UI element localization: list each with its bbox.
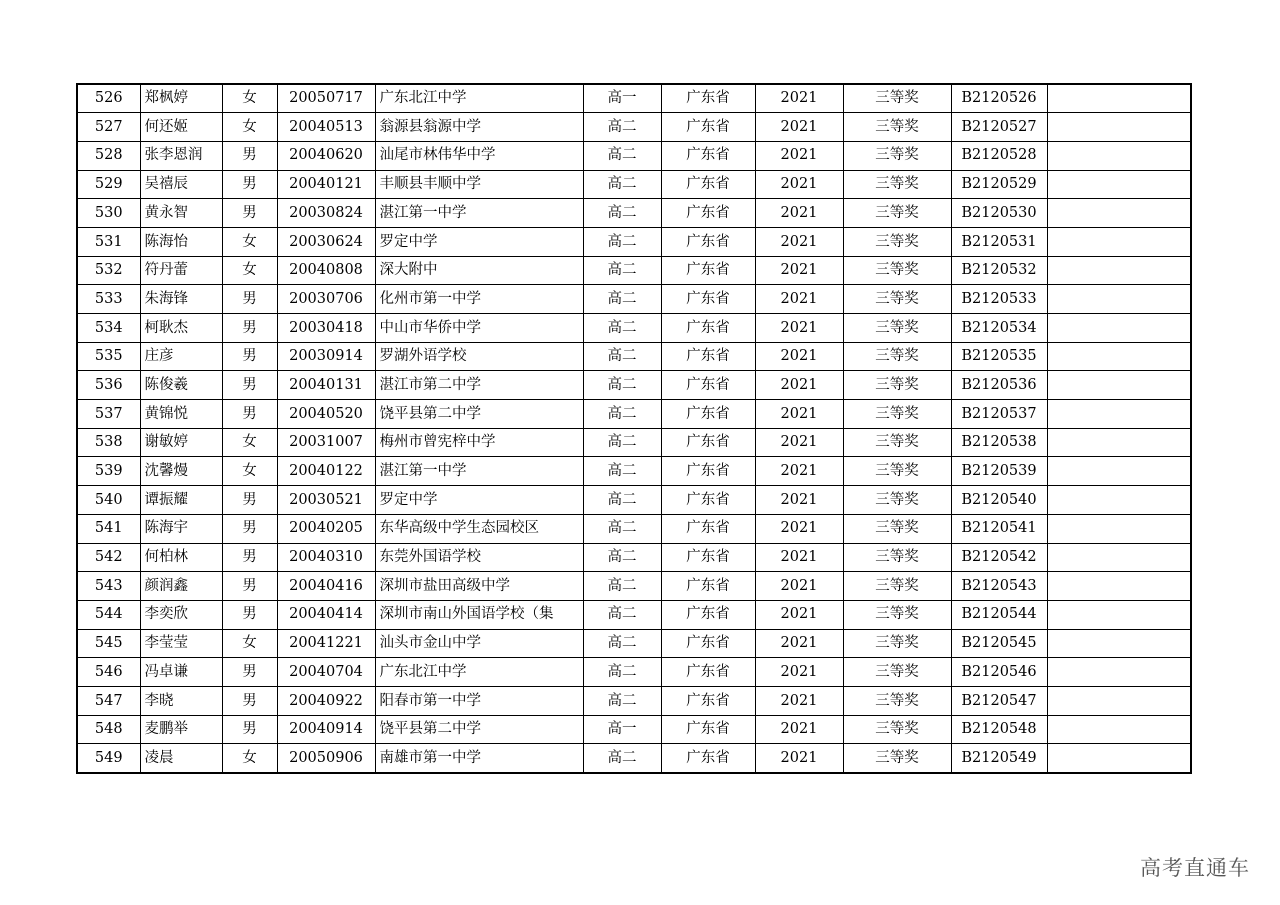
cell-certificate-code: B2120534 [951, 314, 1047, 343]
cell-number: 546 [77, 658, 140, 687]
cell-grade: 高二 [583, 428, 661, 457]
cell-school: 南雄市第一中学 [375, 744, 583, 773]
cell-gender: 男 [222, 371, 277, 400]
cell-school: 东华高级中学生态园校区 [375, 514, 583, 543]
cell-award: 三等奖 [843, 314, 951, 343]
cell-award: 三等奖 [843, 113, 951, 142]
table-row [77, 686, 1191, 715]
cell-remark [1047, 256, 1191, 285]
cell-grade: 高一 [583, 84, 661, 113]
cell-school: 湛江第一中学 [375, 199, 583, 228]
table-row [77, 629, 1191, 658]
cell-province: 广东省 [661, 715, 755, 744]
cell-school: 湛江市第二中学 [375, 371, 583, 400]
table-row [77, 342, 1191, 371]
cell-gender: 男 [222, 686, 277, 715]
table-row [77, 141, 1191, 170]
cell-name: 陈俊羲 [140, 371, 222, 400]
table-body [77, 84, 1191, 773]
cell-name: 谢敏婷 [140, 428, 222, 457]
cell-name: 何柏林 [140, 543, 222, 572]
table-row [77, 572, 1191, 601]
cell-certificate-code: B2120530 [951, 199, 1047, 228]
cell-number: 527 [77, 113, 140, 142]
cell-award: 三等奖 [843, 572, 951, 601]
cell-province: 广东省 [661, 84, 755, 113]
cell-birthdate: 20030824 [277, 199, 375, 228]
cell-name: 沈馨熳 [140, 457, 222, 486]
cell-birthdate: 20040513 [277, 113, 375, 142]
cell-gender: 男 [222, 141, 277, 170]
cell-year: 2021 [755, 314, 843, 343]
cell-grade: 高二 [583, 457, 661, 486]
cell-grade: 高二 [583, 658, 661, 687]
cell-province: 广东省 [661, 400, 755, 429]
table-row [77, 199, 1191, 228]
cell-remark [1047, 227, 1191, 256]
cell-school: 翁源县翁源中学 [375, 113, 583, 142]
cell-award: 三等奖 [843, 658, 951, 687]
cell-number: 540 [77, 486, 140, 515]
cell-number: 543 [77, 572, 140, 601]
cell-school: 化州市第一中学 [375, 285, 583, 314]
cell-province: 广东省 [661, 744, 755, 773]
cell-gender: 男 [222, 514, 277, 543]
table-row [77, 486, 1191, 515]
cell-school: 广东北江中学 [375, 84, 583, 113]
cell-grade: 高二 [583, 686, 661, 715]
cell-certificate-code: B2120545 [951, 629, 1047, 658]
table-row [77, 744, 1191, 773]
table-row [77, 285, 1191, 314]
cell-grade: 高二 [583, 113, 661, 142]
cell-grade: 高二 [583, 744, 661, 773]
cell-year: 2021 [755, 486, 843, 515]
cell-grade: 高二 [583, 543, 661, 572]
cell-school: 深圳市南山外国语学校（集 [375, 600, 583, 629]
table-row [77, 371, 1191, 400]
cell-certificate-code: B2120529 [951, 170, 1047, 199]
cell-name: 颜润鑫 [140, 572, 222, 601]
cell-remark [1047, 457, 1191, 486]
cell-birthdate: 20031007 [277, 428, 375, 457]
cell-number: 531 [77, 227, 140, 256]
cell-birthdate: 20050717 [277, 84, 375, 113]
cell-province: 广东省 [661, 629, 755, 658]
watermark-text: 高考直通车 [1140, 856, 1250, 880]
cell-number: 536 [77, 371, 140, 400]
cell-province: 广东省 [661, 486, 755, 515]
cell-birthdate: 20040122 [277, 457, 375, 486]
cell-grade: 高二 [583, 486, 661, 515]
cell-grade: 高二 [583, 314, 661, 343]
cell-grade: 高二 [583, 342, 661, 371]
cell-province: 广东省 [661, 170, 755, 199]
cell-name: 李晓 [140, 686, 222, 715]
cell-certificate-code: B2120537 [951, 400, 1047, 429]
cell-province: 广东省 [661, 314, 755, 343]
cell-remark [1047, 428, 1191, 457]
cell-province: 广东省 [661, 227, 755, 256]
cell-province: 广东省 [661, 572, 755, 601]
cell-year: 2021 [755, 227, 843, 256]
cell-number: 539 [77, 457, 140, 486]
cell-year: 2021 [755, 658, 843, 687]
cell-school: 饶平县第二中学 [375, 715, 583, 744]
cell-gender: 男 [222, 715, 277, 744]
cell-province: 广东省 [661, 256, 755, 285]
cell-grade: 高一 [583, 715, 661, 744]
cell-certificate-code: B2120532 [951, 256, 1047, 285]
cell-gender: 男 [222, 658, 277, 687]
cell-grade: 高二 [583, 227, 661, 256]
cell-grade: 高二 [583, 199, 661, 228]
cell-award: 三等奖 [843, 400, 951, 429]
cell-gender: 女 [222, 227, 277, 256]
cell-school: 东莞外国语学校 [375, 543, 583, 572]
cell-birthdate: 20030706 [277, 285, 375, 314]
cell-province: 广东省 [661, 371, 755, 400]
cell-name: 冯卓谦 [140, 658, 222, 687]
cell-province: 广东省 [661, 199, 755, 228]
cell-name: 吴禧辰 [140, 170, 222, 199]
cell-grade: 高二 [583, 371, 661, 400]
cell-year: 2021 [755, 84, 843, 113]
cell-certificate-code: B2120546 [951, 658, 1047, 687]
cell-province: 广东省 [661, 457, 755, 486]
cell-award: 三等奖 [843, 371, 951, 400]
cell-remark [1047, 514, 1191, 543]
cell-year: 2021 [755, 514, 843, 543]
cell-number: 534 [77, 314, 140, 343]
cell-year: 2021 [755, 400, 843, 429]
cell-school: 汕头市金山中学 [375, 629, 583, 658]
cell-gender: 男 [222, 400, 277, 429]
cell-gender: 男 [222, 543, 277, 572]
cell-province: 广东省 [661, 543, 755, 572]
cell-birthdate: 20040205 [277, 514, 375, 543]
cell-name: 凌晨 [140, 744, 222, 773]
cell-name: 陈海宇 [140, 514, 222, 543]
cell-remark [1047, 141, 1191, 170]
cell-award: 三等奖 [843, 457, 951, 486]
cell-year: 2021 [755, 428, 843, 457]
cell-remark [1047, 371, 1191, 400]
cell-birthdate: 20030914 [277, 342, 375, 371]
cell-certificate-code: B2120527 [951, 113, 1047, 142]
cell-remark [1047, 84, 1191, 113]
cell-grade: 高二 [583, 514, 661, 543]
cell-birthdate: 20040620 [277, 141, 375, 170]
cell-birthdate: 20040416 [277, 572, 375, 601]
cell-name: 朱海锋 [140, 285, 222, 314]
cell-certificate-code: B2120543 [951, 572, 1047, 601]
cell-number: 537 [77, 400, 140, 429]
cell-award: 三等奖 [843, 256, 951, 285]
cell-school: 广东北江中学 [375, 658, 583, 687]
cell-school: 中山市华侨中学 [375, 314, 583, 343]
cell-number: 549 [77, 744, 140, 773]
cell-gender: 男 [222, 199, 277, 228]
cell-remark [1047, 658, 1191, 687]
cell-certificate-code: B2120549 [951, 744, 1047, 773]
cell-year: 2021 [755, 285, 843, 314]
cell-remark [1047, 572, 1191, 601]
cell-grade: 高二 [583, 170, 661, 199]
cell-year: 2021 [755, 342, 843, 371]
cell-number: 545 [77, 629, 140, 658]
cell-school: 罗湖外语学校 [375, 342, 583, 371]
cell-year: 2021 [755, 543, 843, 572]
cell-name: 李奕欣 [140, 600, 222, 629]
cell-school: 深大附中 [375, 256, 583, 285]
awards-table [76, 83, 1192, 774]
cell-gender: 女 [222, 428, 277, 457]
cell-award: 三等奖 [843, 744, 951, 773]
cell-gender: 女 [222, 84, 277, 113]
cell-birthdate: 20040310 [277, 543, 375, 572]
cell-award: 三等奖 [843, 428, 951, 457]
cell-birthdate: 20040131 [277, 371, 375, 400]
cell-name: 张李恩润 [140, 141, 222, 170]
table-row [77, 457, 1191, 486]
table-row [77, 84, 1191, 113]
cell-school: 罗定中学 [375, 486, 583, 515]
table-row [77, 170, 1191, 199]
cell-award: 三等奖 [843, 514, 951, 543]
cell-gender: 男 [222, 285, 277, 314]
cell-remark [1047, 686, 1191, 715]
cell-number: 530 [77, 199, 140, 228]
cell-birthdate: 20030418 [277, 314, 375, 343]
cell-name: 何还姬 [140, 113, 222, 142]
cell-birthdate: 20040121 [277, 170, 375, 199]
cell-certificate-code: B2120548 [951, 715, 1047, 744]
cell-school: 深圳市盐田高级中学 [375, 572, 583, 601]
cell-province: 广东省 [661, 113, 755, 142]
cell-year: 2021 [755, 457, 843, 486]
cell-grade: 高二 [583, 141, 661, 170]
cell-gender: 男 [222, 600, 277, 629]
cell-award: 三等奖 [843, 141, 951, 170]
cell-certificate-code: B2120533 [951, 285, 1047, 314]
cell-award: 三等奖 [843, 686, 951, 715]
cell-birthdate: 20050906 [277, 744, 375, 773]
cell-certificate-code: B2120541 [951, 514, 1047, 543]
cell-award: 三等奖 [843, 285, 951, 314]
cell-year: 2021 [755, 686, 843, 715]
cell-year: 2021 [755, 744, 843, 773]
cell-birthdate: 20040704 [277, 658, 375, 687]
cell-number: 544 [77, 600, 140, 629]
cell-certificate-code: B2120547 [951, 686, 1047, 715]
cell-gender: 男 [222, 170, 277, 199]
cell-number: 526 [77, 84, 140, 113]
cell-number: 548 [77, 715, 140, 744]
cell-number: 532 [77, 256, 140, 285]
cell-year: 2021 [755, 572, 843, 601]
cell-gender: 女 [222, 256, 277, 285]
cell-year: 2021 [755, 600, 843, 629]
cell-certificate-code: B2120539 [951, 457, 1047, 486]
cell-province: 广东省 [661, 428, 755, 457]
cell-school: 丰顺县丰顺中学 [375, 170, 583, 199]
cell-year: 2021 [755, 715, 843, 744]
cell-remark [1047, 744, 1191, 773]
cell-province: 广东省 [661, 600, 755, 629]
cell-gender: 女 [222, 744, 277, 773]
cell-year: 2021 [755, 199, 843, 228]
cell-remark [1047, 199, 1191, 228]
cell-number: 535 [77, 342, 140, 371]
cell-certificate-code: B2120526 [951, 84, 1047, 113]
cell-birthdate: 20040914 [277, 715, 375, 744]
cell-grade: 高二 [583, 572, 661, 601]
cell-name: 麦鹏举 [140, 715, 222, 744]
cell-grade: 高二 [583, 400, 661, 429]
cell-grade: 高二 [583, 629, 661, 658]
table-row [77, 543, 1191, 572]
cell-name: 陈海怡 [140, 227, 222, 256]
cell-name: 符丹蕾 [140, 256, 222, 285]
cell-gender: 男 [222, 342, 277, 371]
cell-gender: 女 [222, 629, 277, 658]
cell-school: 汕尾市林伟华中学 [375, 141, 583, 170]
table-row [77, 715, 1191, 744]
cell-school: 梅州市曾宪梓中学 [375, 428, 583, 457]
cell-award: 三等奖 [843, 84, 951, 113]
cell-school: 罗定中学 [375, 227, 583, 256]
cell-birthdate: 20040808 [277, 256, 375, 285]
table-row [77, 256, 1191, 285]
cell-name: 郑枫婷 [140, 84, 222, 113]
cell-award: 三等奖 [843, 486, 951, 515]
cell-remark [1047, 600, 1191, 629]
cell-birthdate: 20041221 [277, 629, 375, 658]
cell-name: 黄永智 [140, 199, 222, 228]
cell-certificate-code: B2120531 [951, 227, 1047, 256]
cell-gender: 男 [222, 314, 277, 343]
cell-name: 黄锦悦 [140, 400, 222, 429]
cell-remark [1047, 486, 1191, 515]
cell-year: 2021 [755, 629, 843, 658]
cell-remark [1047, 400, 1191, 429]
cell-number: 528 [77, 141, 140, 170]
cell-province: 广东省 [661, 141, 755, 170]
cell-certificate-code: B2120538 [951, 428, 1047, 457]
table-row [77, 227, 1191, 256]
cell-gender: 男 [222, 486, 277, 515]
cell-birthdate: 20030624 [277, 227, 375, 256]
cell-gender: 男 [222, 572, 277, 601]
cell-name: 李莹莹 [140, 629, 222, 658]
table-row [77, 428, 1191, 457]
cell-year: 2021 [755, 141, 843, 170]
cell-province: 广东省 [661, 342, 755, 371]
cell-gender: 女 [222, 457, 277, 486]
cell-school: 阳春市第一中学 [375, 686, 583, 715]
cell-province: 广东省 [661, 285, 755, 314]
cell-grade: 高二 [583, 600, 661, 629]
table-row [77, 658, 1191, 687]
cell-remark [1047, 314, 1191, 343]
cell-number: 538 [77, 428, 140, 457]
cell-name: 柯耿杰 [140, 314, 222, 343]
cell-award: 三等奖 [843, 170, 951, 199]
cell-province: 广东省 [661, 658, 755, 687]
cell-province: 广东省 [661, 514, 755, 543]
cell-remark [1047, 342, 1191, 371]
cell-year: 2021 [755, 256, 843, 285]
cell-award: 三等奖 [843, 227, 951, 256]
cell-certificate-code: B2120544 [951, 600, 1047, 629]
cell-province: 广东省 [661, 686, 755, 715]
cell-school: 湛江第一中学 [375, 457, 583, 486]
cell-grade: 高二 [583, 256, 661, 285]
table-row [77, 314, 1191, 343]
cell-birthdate: 20030521 [277, 486, 375, 515]
cell-award: 三等奖 [843, 715, 951, 744]
cell-year: 2021 [755, 170, 843, 199]
table-row [77, 600, 1191, 629]
cell-certificate-code: B2120542 [951, 543, 1047, 572]
cell-gender: 女 [222, 113, 277, 142]
table-row [77, 113, 1191, 142]
cell-number: 541 [77, 514, 140, 543]
table-row [77, 514, 1191, 543]
cell-remark [1047, 285, 1191, 314]
cell-number: 529 [77, 170, 140, 199]
cell-birthdate: 20040520 [277, 400, 375, 429]
cell-certificate-code: B2120528 [951, 141, 1047, 170]
cell-birthdate: 20040922 [277, 686, 375, 715]
cell-award: 三等奖 [843, 629, 951, 658]
cell-number: 533 [77, 285, 140, 314]
cell-certificate-code: B2120540 [951, 486, 1047, 515]
cell-award: 三等奖 [843, 600, 951, 629]
cell-grade: 高二 [583, 285, 661, 314]
cell-name: 庄彦 [140, 342, 222, 371]
cell-year: 2021 [755, 371, 843, 400]
cell-award: 三等奖 [843, 342, 951, 371]
cell-remark [1047, 543, 1191, 572]
cell-remark [1047, 113, 1191, 142]
cell-certificate-code: B2120536 [951, 371, 1047, 400]
cell-name: 谭振耀 [140, 486, 222, 515]
cell-number: 542 [77, 543, 140, 572]
cell-certificate-code: B2120535 [951, 342, 1047, 371]
table-row [77, 400, 1191, 429]
cell-school: 饶平县第二中学 [375, 400, 583, 429]
cell-birthdate: 20040414 [277, 600, 375, 629]
cell-award: 三等奖 [843, 199, 951, 228]
cell-remark [1047, 629, 1191, 658]
cell-remark [1047, 170, 1191, 199]
cell-remark [1047, 715, 1191, 744]
cell-year: 2021 [755, 113, 843, 142]
cell-award: 三等奖 [843, 543, 951, 572]
cell-number: 547 [77, 686, 140, 715]
